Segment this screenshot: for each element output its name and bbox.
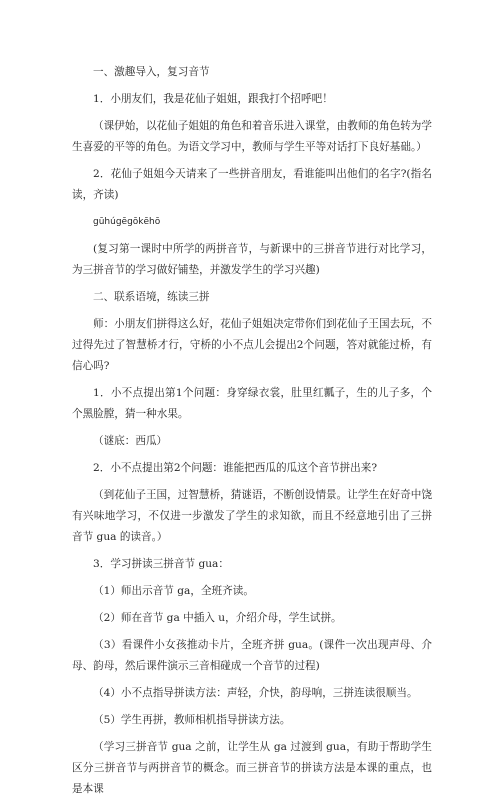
paragraph-review-note: (复习第一课时中所学的两拼音节，与新课中的三拼音节进行对比学习，为三拼音节的学习做好铺垫，并激发学生的学习兴趣) (72, 243, 432, 276)
paragraph-note: （课伊始，以花仙子姐姐的角色和着音乐进入课堂，由教师的角色转为学生喜爱的平等的角色。为语文学习中，教师与学生平等对话打下良好基础。） (72, 120, 432, 153)
paragraph-substep-2: （2）师在音节 ga 中插入 u，介绍介母，学生试拼。 (93, 612, 342, 624)
paragraph-substep-3: （3）看课件小女孩推动卡片，全班齐拼 gua。(课件一次出现声母、介母、韵母，然后课件演示三音相碰成一个音节的过程) (72, 639, 432, 672)
paragraph-substep-5: （5）学生再拼，教师相机指导拼读方法。 (93, 714, 291, 726)
paragraph-teacher: 师：小朋友们拼得这么好，花仙子姐姐决定带你们到花仙子王国去玩，不过得先过了智慧桥才行，守桥的小不点儿会提出2个问题，答对就能过桥，有信心吗? (72, 318, 432, 372)
paragraph-final-note: （学习三拼音节 gua 之前，让学生从 ga 过渡到 gua，有助于帮助学生区分三拼音节与两拼音节的概念。而三拼音节的拼读方法是本课的重点，也是本课 (72, 741, 432, 795)
paragraph-question-1: 1．小不点提出第1个问题：身穿绿衣裳，肚里红瓤子，生的儿子多，个个黑脸膛，猜一种水果。 (72, 387, 432, 420)
document-body (72, 62, 432, 806)
paragraph-substep-1: （1）师出示音节 ga，全班齐读。 (93, 585, 254, 597)
paragraph-substep-4: （4）小不点指导拼读方法：声轻，介快，韵母响，三拼连读很顺当。 (93, 687, 418, 699)
paragraph-question-2: 2．小不点提出第2个问题：谁能把西瓜的瓜这个音节拼出来? (93, 462, 378, 474)
pinyin-line: gūhúgēgōkēhō (93, 217, 161, 227)
paragraph-step-3: 3．学习拼读三拼音节 gua： (93, 558, 229, 570)
paragraph-greeting: 1．小朋友们，我是花仙子姐姐，跟我打个招呼吧！ (93, 93, 333, 105)
paragraph-situation-note: （到花仙子王国，过智慧桥，猜谜语，不断创设情景。让学生在好奇中饶有兴味地学习，不仅进一步激发了学生的求知欲，而且不经意地引出了三拼音节 gua 的读音。） (72, 489, 432, 543)
paragraph-answer: （谜底：西瓜） (93, 435, 168, 447)
section-heading-1: 一、激趣导入，复习音节 (93, 66, 210, 78)
section-heading-2: 二、联系语境，练读三拼 (93, 291, 210, 303)
paragraph-step-2: 2．花仙子姐姐今天请来了一些拼音朋友，看谁能叫出他们的名字?(指名读，齐读) (72, 168, 432, 201)
